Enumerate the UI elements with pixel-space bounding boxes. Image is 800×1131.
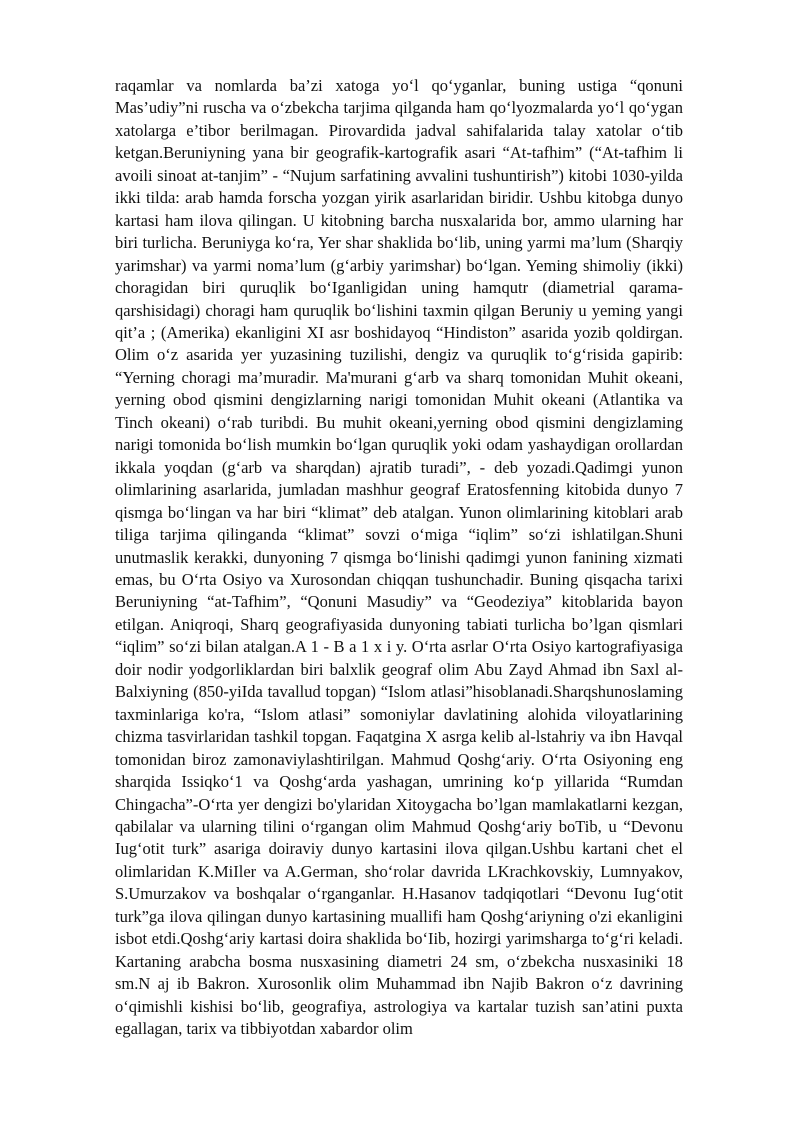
document-page [115, 75, 683, 1040]
body-paragraph: raqamlar va nomlarda ba’zi xatoga yo‘l qo‘yganlar, buning ustiga “qonuni Mas’udiy”ni ruscha va o‘zbekcha tarjima qilganda ham qo‘lyozmalarda yo‘l qo‘ygan xatolarga e’tibor berilmagan. Pirovardida jadval sahifalarida talay xatolar o‘tib ketgan.Beruniyning yana bir geografik-kartografik asari “At-tafhim” (“At-tafhim li avoili sinoat at-tanjim” - “Nujum sarfatining avvalini tushuntirish”) kitobi 1030-yilda ikki tilda: arab hamda forscha yozgan yirik asarlaridan biridir. Ushbu kitobga dunyo kartasi ham ilova qilingan. U kitobning barcha nusxalarida bor, ammo ularning har biri turlicha. Beruniyga ko‘ra, Yer shar shaklida bo‘lib, uning yarmi ma’lum (Sharqiy yarimshar) va yarmi noma’lum (g‘arbiy yarimshar) bo‘lgan. Yeming shimoliy (ikki) choragidan biri quruqlik bo‘Iganligidan uning hamqutr (diametrial qarama-qarshisidagi) choragi ham quruqlik bo‘lishini taxmin qilgan Beruniy u yeming yangi qit’a ; (Amerika) ekanligini XI asr boshidayoq “Hindiston” asarida yozib qoldirgan. Olim o‘z asarida yer yuzasining tuzilishi, dengiz va quruqlik to‘g‘risida gapirib: “Yerning choragi ma’muradir. Ma'murani g‘arb va sharq tomonidan Muhit okeani, yerning obod qismini dengizlarning narigi tomonidan Muhit okeani (Atlantika va Tinch okeani) o‘rab turibdi. Bu muhit okeani,yerning obod qismini dengizlaming narigi tomonida bo‘lish mumkin bo‘lgan quruqlik yoki odam yashaydigan orollardan ikkala yoqdan (g‘arb va sharqdan) ajratib turadi”, - deb yozadi.Qadimgi yunon olimlarining asarlarida, jumladan mashhur geograf Eratosfenning kitobida dunyo 7 qismga bo‘lingan va har biri “klimat” deb atalgan. Yunon olimlarining kitoblari arab tiliga tarjima qilinganda “klimat” sovzi o‘miga “iqlim” so‘zi ishlatilgan.Shuni unutmaslik kerakki, dunyoning 7 qismga bo‘linishi qadimgi yunon fanining xizmati emas, bu O‘rta Osiyo va Xurosondan chiqqan tushunchadir. Buning qisqacha tarixi Beruniyning “at-Tafhim”, “Qonuni Masudiy” va “Geodeziya” kitoblarida bayon etilgan. Aniqroqi, Sharq geografiyasida dunyoning tabiati turlicha bo’lgan qismlari “iqlim” so‘zi bilan atalgan.A 1 - B a 1 x i y. O‘rta asrlar O‘rta Osiyo kartografiyasiga doir nodir yodgorliklardan biri balxlik geograf olim Abu Zayd Ahmad ibn Saxl al-Balxiyning (850-yiIda tavallud topgan) “Islom atlasi”hisoblanadi.Sharqshunoslaming taxminlariga ko'ra, “Islom atlasi” somoniylar davlatining alohida viloyatlarining chizma tasvirlaridan tashkil topgan. Faqatgina X asrga kelib al-lstahriy va ibn Havqal tomonidan biroz zamonaviylashtirilgan. Mahmud Qoshg‘ariy. O‘rta Osiyoning eng sharqida Issiqko‘1 va Qoshg‘arda yashagan, umrining ko‘p yillarida “Rumdan Chingacha”-O‘rta yer dengizi bo'ylaridan Xitoygacha bo’lgan mamlakatlarni kezgan, qabilalar va ularning tilini o‘rgangan olim Mahmud Qoshg‘ariy boTib, u “Devonu Iug‘otit turk” asariga doiraviy dunyo kartasini ilova qilgan.Ushbu kartani chet el olimlaridan K.MiIler va A.German, sho‘rolar davrida LKrachkovskiy, Lumnyakov, S.Umurzakov va boshqalar o‘rganganlar. H.Hasanov tadqiqotlari “Devonu Iug‘otit turk”ga ilova qilingan dunyo kartasining muallifi ham Qoshg‘ariyning o'zi ekanligini isbot etdi.Qoshg‘ariy kartasi doira shaklida bo‘Iib, hozirgi yarimsharga to‘g‘ri keladi. Kartaning arabcha bosma nusxasining diametri 24 sm, o‘zbekcha nusxasiniki 18 sm.N aj ib Bakron. Xurosonlik olim Muhammad ibn Najib Bakron o‘z davrining o‘qimishli kishisi bo‘lib, geografiya, astrologiya va kartalar tuzish san’atini puxta egallagan, tarix va tibbiyotdan xabardor olim [115, 76, 683, 1039]
